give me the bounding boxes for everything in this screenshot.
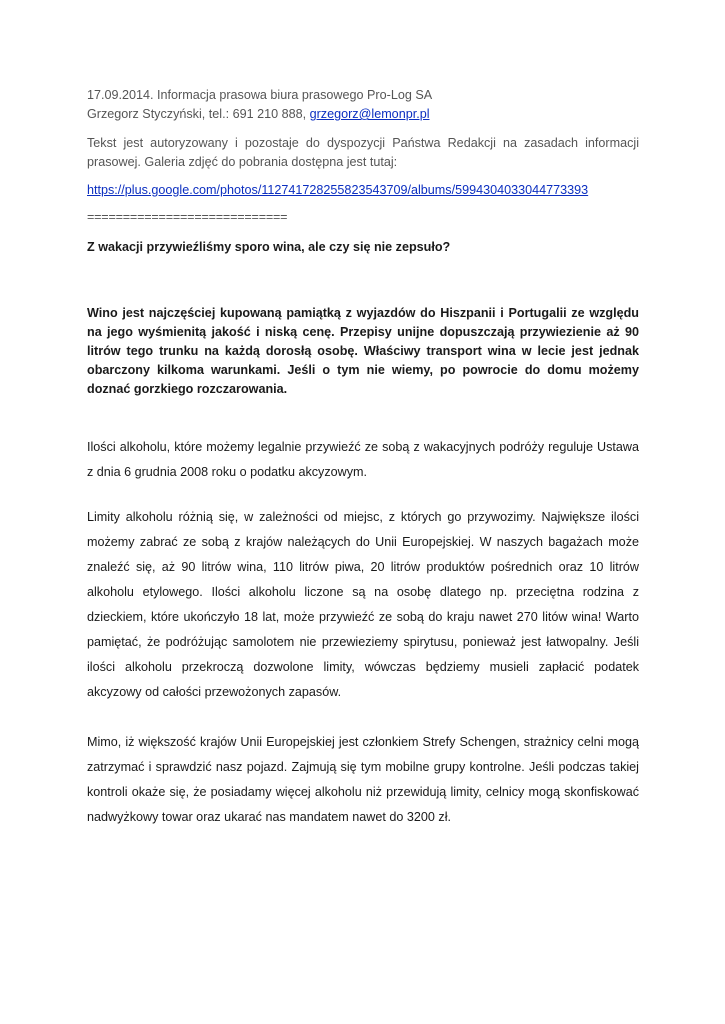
body-paragraph-1: Ilości alkoholu, które możemy legalnie przywieźć ze sobą z wakacyjnych podróży reguluje Ustawa z dnia 6 grudnia 2008 roku o podatku akcyzowym.: [87, 440, 639, 479]
email-link[interactable]: grzegorz@lemonpr.pl: [309, 107, 430, 121]
body-paragraph-3: Mimo, iż większość krajów Unii Europejskiej jest członkiem Strefy Schengen, strażnicy celni mogą zatrzymać i sprawdzić nasz pojazd. Zajmują się tym mobilne grupy kontrolne. Jeśli podczas takiej kontroli okaże się, że posiadamy więcej alkoholu niż przewidują limity, celnicy mogą skonfiskować nadwyżkowy towar oraz ukarać nas mandatem nawet do 3200 zł.: [87, 735, 639, 824]
article-lead: Wino jest najczęściej kupowaną pamiątką z wyjazdów do Hiszpanii i Portugalii ze względu na jego wyśmienitą jakość i niską cenę. Przepisy unijne dopuszczają przywiezienie aż 90 litrów tego trunku na każdą dorosłą osobę. Właściwy transport wina w lecie jest jednak obarczony kilkoma warunkami. Jeśli o tym nie wiemy, po powrocie do domu możemy doznać gorzkiego rozczarowania.: [87, 306, 639, 396]
separator-line: ============================: [87, 210, 288, 224]
header-date-line: 17.09.2014. Informacja prasowa biura prasowego Pro-Log SA: [87, 88, 433, 102]
body-paragraph-2: Limity alkoholu różnią się, w zależności od miejsc, z których go przywozimy. Największe ilości możemy zabrać ze sobą z krajów należących do Unii Europejskiej. W naszych bagażach może znaleźć się, aż 90 litrów wina, 110 litrów piwa, 20 litrów produktów pośrednich oraz 10 litrów alkoholu etylowego. Ilości alkoholu liczone są na osobę dlatego np. przeciętna rodzina z dzieckiem, które ukończyło 18 lat, może przywieźć ze sobą do kraju nawet 270 litów wina! Warto pamiętać, że podróżując samolotem nie przewieziemy spirytusu, ponieważ jest łatwopalny. Jeśli ilości alkoholu przekroczą dozwolone limity, wówczas będziemy musieli zapłacić podatek akcyzowy od całości przewożonych zapasów.: [87, 510, 639, 699]
gallery-link[interactable]: https://plus.google.com/photos/112741728255823543709/albums/5994304033044773393: [87, 183, 589, 197]
intro-paragraph: Tekst jest autoryzowany i pozostaje do dyspozycji Państwa Redakcji na zasadach informacji prasowej. Galeria zdjęć do pobrania dostępna jest tutaj:: [87, 136, 639, 169]
article-title: Z wakacji przywieźliśmy sporo wina, ale czy się nie zepsuło?: [87, 240, 451, 254]
header-contact-line: [87, 105, 639, 124]
contact-text: Grzegorz Styczyński, tel.: 691 210 888,: [87, 107, 310, 121]
press-release-header: [87, 86, 639, 124]
